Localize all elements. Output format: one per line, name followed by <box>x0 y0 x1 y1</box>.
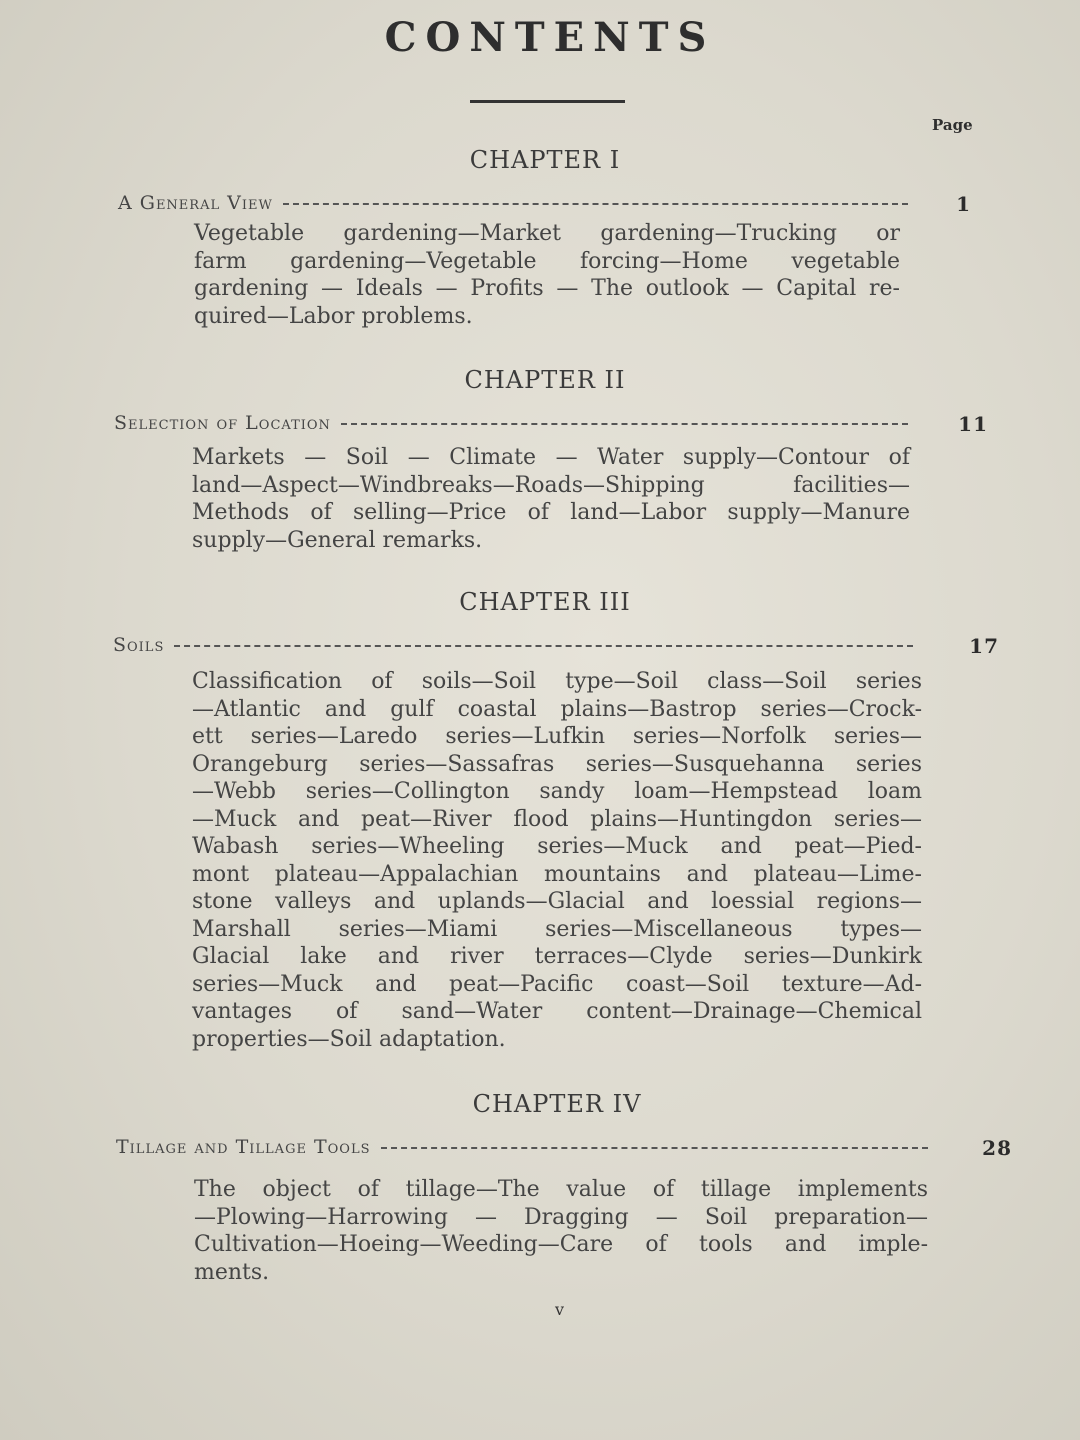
summary-line: vantages of sand—Water content—Drainage—Chemical <box>192 999 922 1024</box>
toc-entry-title: Tillage and Tillage Tools <box>116 1136 371 1158</box>
toc-entry-1 <box>118 192 971 216</box>
page-title: CONTENTS <box>384 14 716 61</box>
summary-line: —Muck and peat—River flood plains—Huntingdon series— <box>192 806 922 832</box>
toc-entry-page: 28 <box>982 1136 1012 1160</box>
summary-line: Marshall series—Miami series—Miscellaneous types— <box>192 916 922 942</box>
chapter-summary-3 <box>192 668 922 1053</box>
dot-leader <box>381 1137 928 1149</box>
page-column-header: Page <box>932 116 973 134</box>
summary-line: Cultivation—Hoeing—Weeding—Care of tools and imple- <box>194 1232 928 1257</box>
summary-line: ments. <box>194 1259 270 1285</box>
toc-entry-title: A General View <box>118 192 273 214</box>
summary-line: Vegetable gardening—Market gardening—Trucking or <box>194 221 900 246</box>
summary-line: stone valleys and uplands—Glacial and loessial regions— <box>192 889 922 914</box>
summary-line: mont plateau—Appalachian mountains and plateau—Lime- <box>192 861 922 887</box>
toc-entry-4 <box>116 1136 1012 1160</box>
summary-line: ett series—Laredo series—Lufkin series—Norfolk series— <box>192 724 922 749</box>
title-rule <box>470 100 625 103</box>
toc-entry-page: 17 <box>969 634 999 658</box>
page-footer-numeral: v <box>555 1300 565 1319</box>
summary-line: land—Aspect—Windbreaks—Roads—Shipping facilities— <box>192 472 910 498</box>
dot-leader <box>174 635 913 647</box>
toc-entry-page: 11 <box>958 412 988 436</box>
summary-line: series—Muck and peat—Pacific coast—Soil texture—Ad- <box>192 971 922 997</box>
chapter-summary-4 <box>194 1176 928 1286</box>
summary-line: The object of tillage—The value of tillage implements <box>194 1177 928 1202</box>
chapter-heading-1: CHAPTER I <box>469 146 621 174</box>
toc-entry-2 <box>114 412 988 436</box>
summary-line: Glacial lake and river terraces—Clyde series—Dunkirk <box>192 944 922 969</box>
dot-leader <box>283 193 908 205</box>
chapter-summary-1 <box>194 220 900 330</box>
summary-line: Classification of soils—Soil type—Soil class—Soil series <box>192 669 922 694</box>
toc-entry-3 <box>113 634 999 658</box>
summary-line: —Webb series—Collington sandy loam—Hempstead loam <box>192 779 922 804</box>
summary-line: quired—Labor problems. <box>194 303 473 329</box>
dot-leader <box>341 413 908 425</box>
chapter-summary-2 <box>192 444 910 554</box>
summary-line: —Atlantic and gulf coastal plains—Bastrop series—Crock- <box>192 696 922 722</box>
summary-line: gardening — Ideals — Profits — The outlook — Capital re- <box>194 276 900 301</box>
toc-entry-page: 1 <box>956 192 971 216</box>
summary-line: Methods of selling—Price of land—Labor supply—Manure <box>192 500 910 525</box>
summary-line: —Plowing—Harrowing — Dragging — Soil preparation— <box>194 1204 928 1230</box>
summary-line: Wabash series—Wheeling series—Muck and peat—Pied- <box>192 834 922 859</box>
chapter-heading-4: CHAPTER IV <box>472 1090 642 1118</box>
toc-entry-title: Soils <box>113 634 165 656</box>
summary-line: properties—Soil adaptation. <box>192 1026 506 1052</box>
summary-line: supply—General remarks. <box>192 527 483 553</box>
summary-line: farm gardening—Vegetable forcing—Home vegetable <box>194 248 900 274</box>
summary-line: Orangeburg series—Sassafras series—Susquehanna series <box>192 751 922 777</box>
chapter-heading-3: CHAPTER III <box>459 588 631 616</box>
summary-line: Markets — Soil — Climate — Water supply—Contour of <box>192 445 910 470</box>
chapter-heading-2: CHAPTER II <box>464 366 626 394</box>
toc-entry-title: Selection of Location <box>114 412 331 434</box>
